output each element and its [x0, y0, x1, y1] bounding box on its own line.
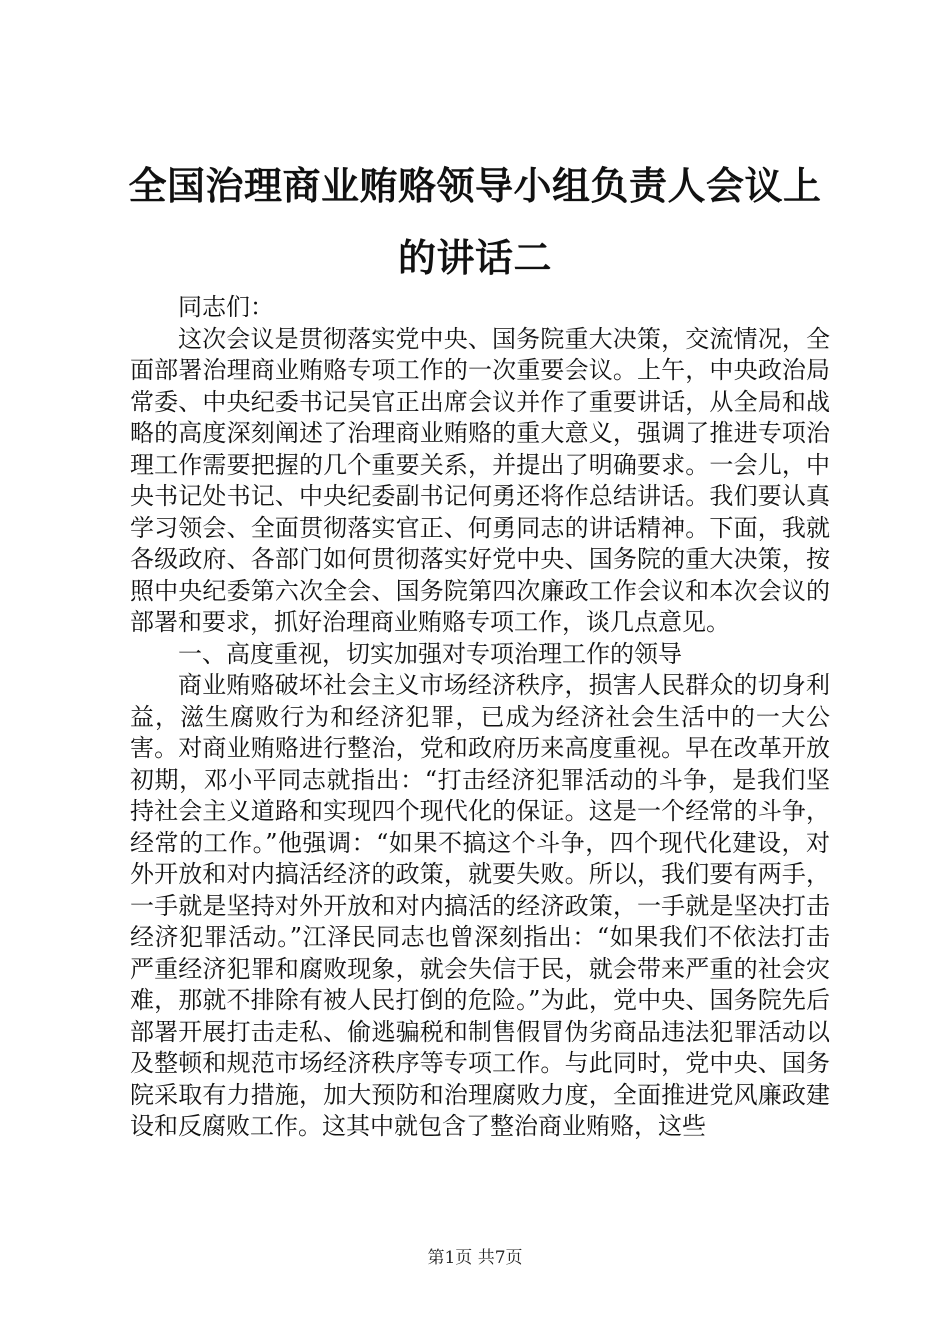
salutation-paragraph: 同志们：: [178, 293, 274, 321]
document-body: [130, 292, 830, 1143]
section-heading: 一、高度重视，切实加强对专项治理工作的领导: [178, 639, 682, 668]
intro-paragraph: 这次会议是贯彻落实党中央、国务院重大决策，交流情况，全面部署治理商业贿赂专项工作的一次重要会议。上午，中央政治局常委、中央纪委书记吴官正出席会议并作了重要讲话，从全局和战略的高度深刻阐述了治理商业贿赂的重大意义，强调了推进专项治理工作需要把握的几个重要关系，并提出了明确要求。一会儿，中央书记处书记、中央纪委副书记何勇还将作总结讲话。我们要认真学习领会、全面贯彻落实官正、何勇同志的讲话精神。下面，我就各级政府、各部门如何贯彻落实好党中央、国务院的重大决策，按照中央纪委第六次全会、国务院第四次廉政工作会议和本次会议的部署和要求，抓好治理商业贿赂专项工作，谈几点意见。: [130, 324, 830, 636]
body-paragraph: 商业贿赂破坏社会主义市场经济秩序，损害人民群众的切身利益，滋生腐败行为和经济犯罪，已成为经济社会生活中的一大公害。对商业贿赂进行整治，党和政府历来高度重视。早在改革开放初期，邓小平同志就指出：“打击经济犯罪活动的斗争，是我们坚持社会主义道路和实现四个现代化的保证。这是一个经常的斗争，经常的工作。”他强调：“如果不搞这个斗争，四个现代化建设，对外开放和对内搞活经济的政策，就要失败。所以，我们要有两手，一手就是坚持对外开放和对内搞活的经济政策，一手就是坚决打击经济犯罪活动。”江泽民同志也曾深刻指出：“如果我们不依法打击严重经济犯罪和腐败现象，就会失信于民，就会带来严重的社会灾难，那就不排除有被人民打倒的危险。”为此，党中央、国务院先后部署开展打击走私、偷逃骗税和制售假冒伪劣商品违法犯罪活动以及整顿和规范市场经济秩序等专项工作。与此同时，党中央、国务院采取有力措施，加大预防和治理腐败力度，全面推进党风廉政建设和反腐败工作。这其中就包含了整治商业贿赂，这些: [130, 671, 830, 1140]
document-title: 全国治理商业贿赂领导小组负责人会议上的讲话二: [128, 163, 822, 280]
page-footer: 第1页 共7页: [427, 1248, 523, 1268]
